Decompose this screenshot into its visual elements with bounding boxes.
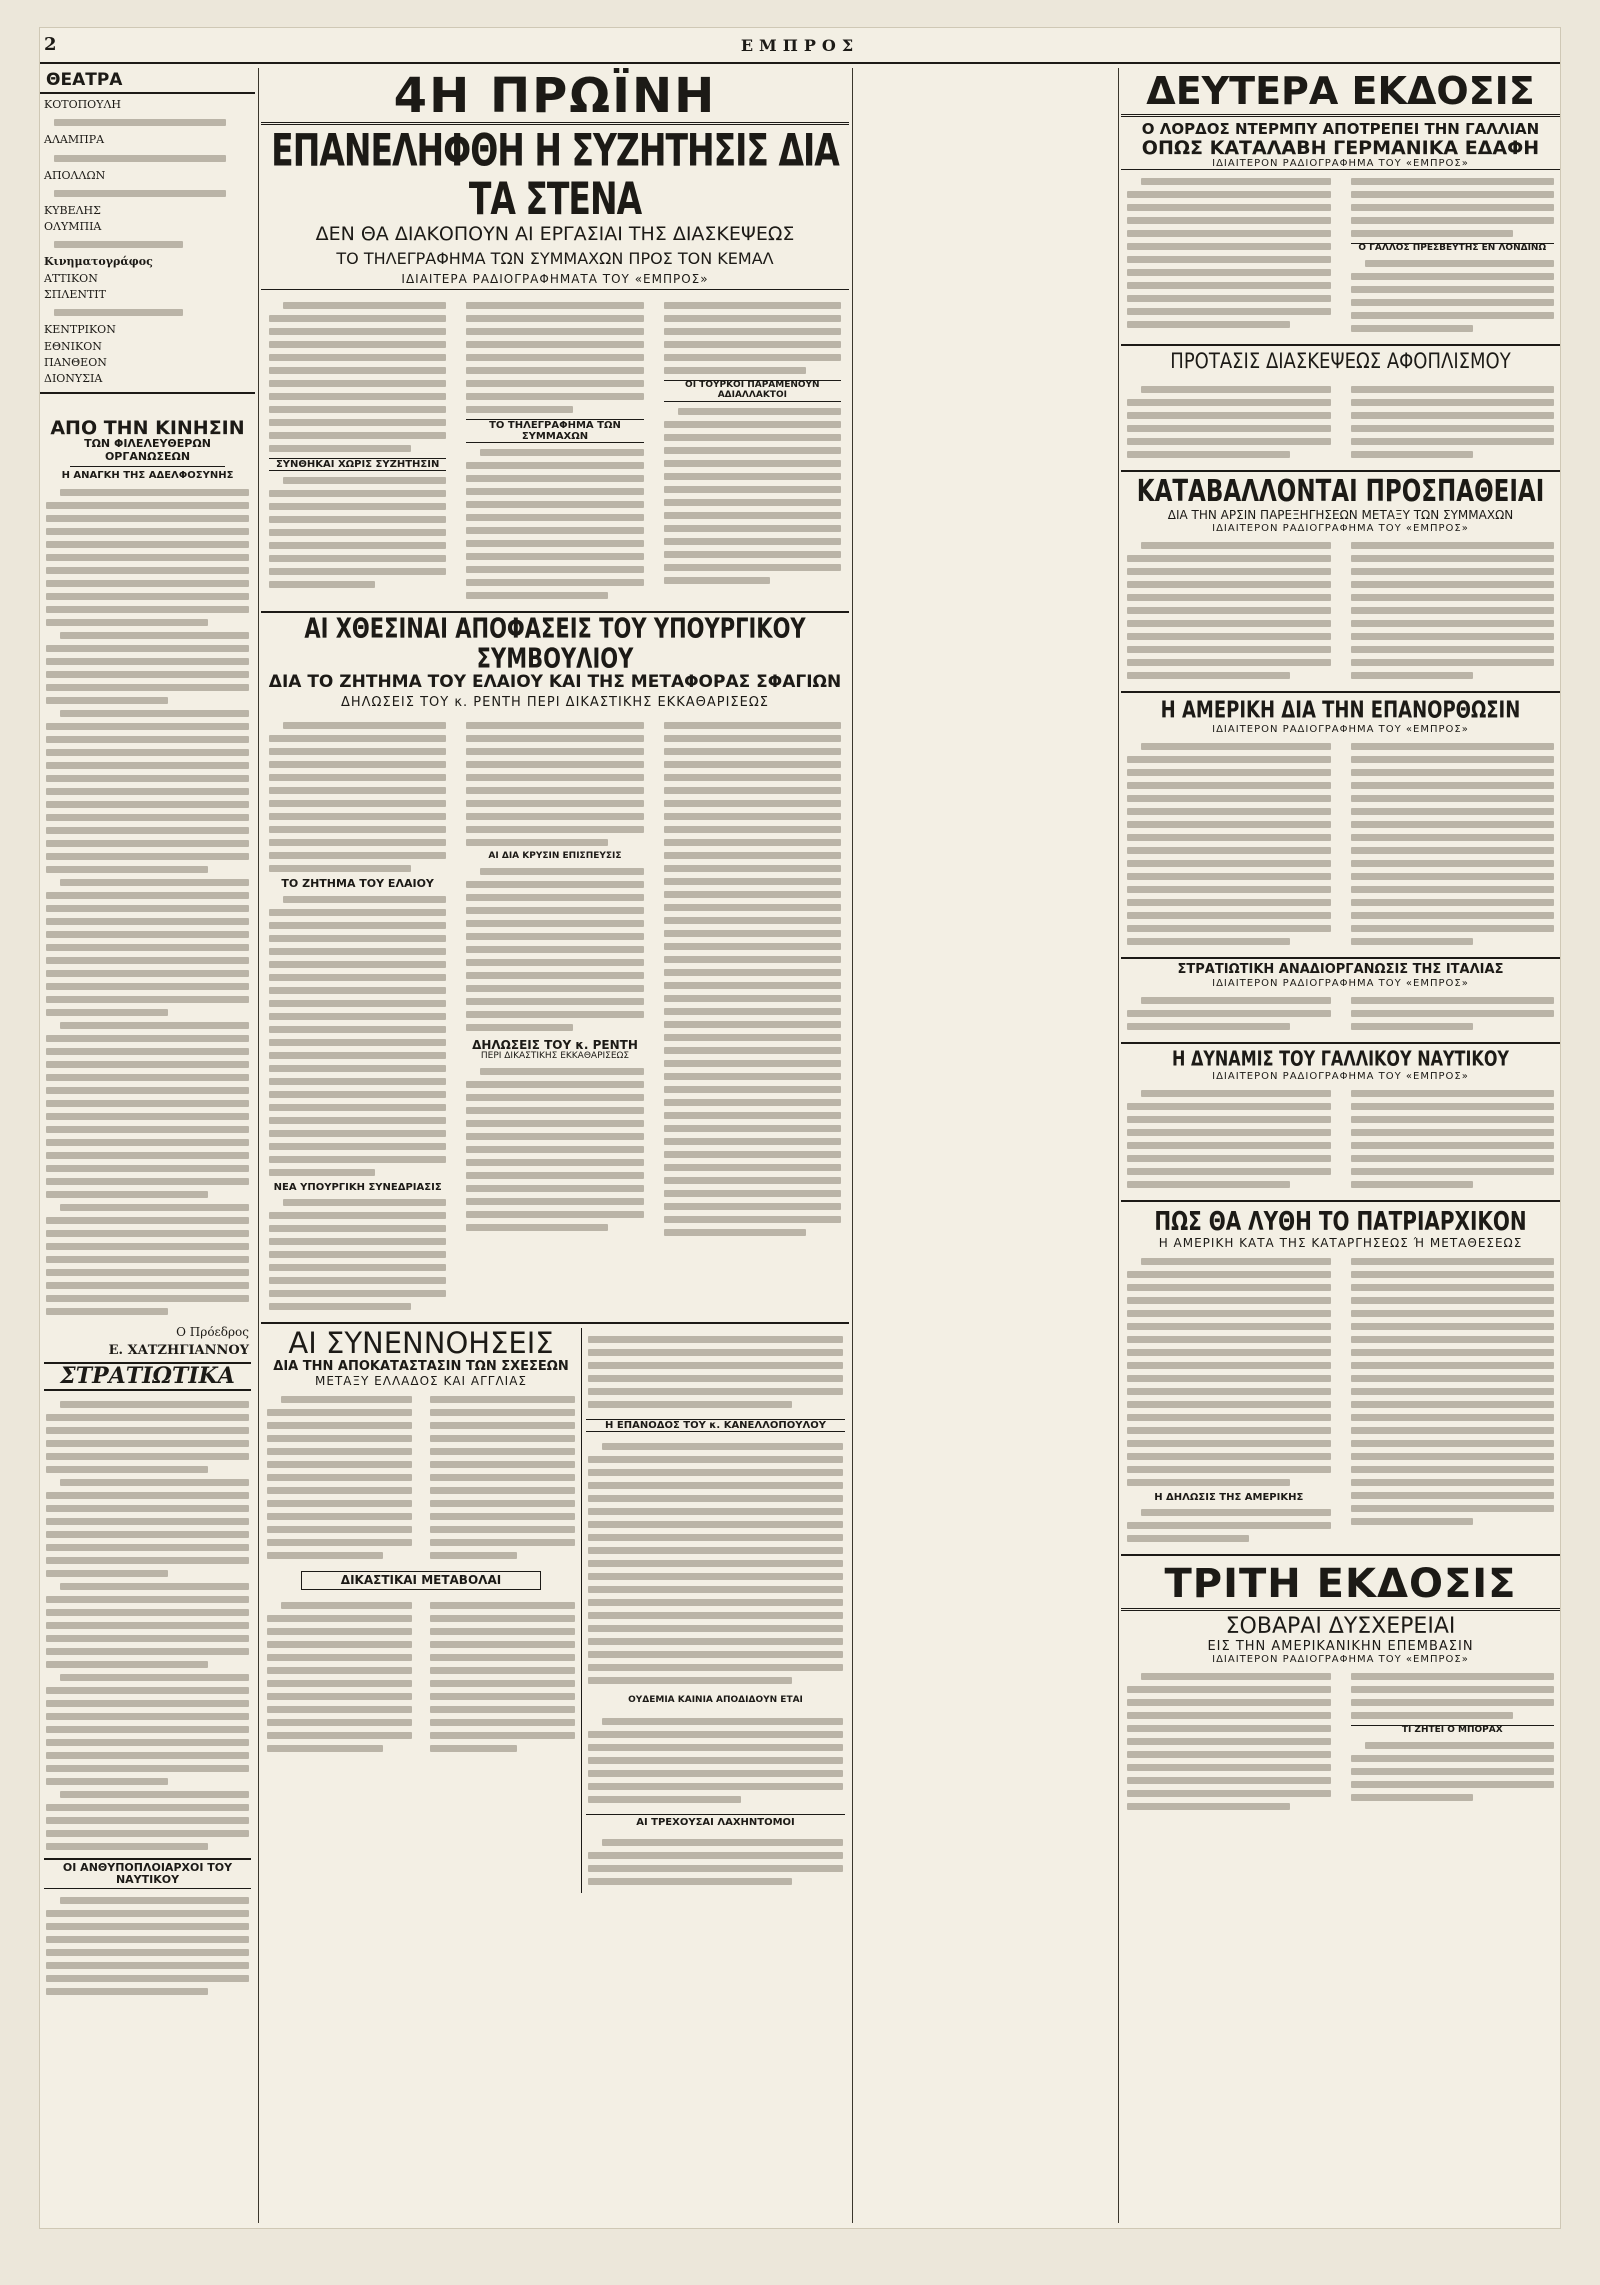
wire-credit: ΙΔΙΑΙΤΕΡΟΝ ΡΑΔΙΟΓΡΑΦΗΜΑ ΤΟΥ «ΕΜΠΡΟΣ» <box>1212 1071 1469 1083</box>
agreements-subdeck: ΜΕΤΑΞΥ ΕΛΛΑΔΟΣ ΚΑΙ ΑΓΓΛΙΑΣ <box>314 1374 527 1389</box>
french-navy-headline: Η ΔΥΝΑΜΙΣ ΤΟΥ ΓΑΛΛΙΚΟΥ ΝΑΥΤΙΚΟΥ <box>1171 1045 1509 1071</box>
wire-credit: ΙΔΙΑΙΤΕΡΟΝ ΡΑΔΙΟΓΡΑΦΗΜΑ ΤΟΥ «ΕΜΠΡΟΣ» <box>1121 158 1560 170</box>
movement-subheading: ΤΩΝ ΦΙΛΕΛΕΥΘΕΡΩΝ ΟΡΓΑΝΩΣΕΩΝ <box>84 437 211 463</box>
subhead-oil: ΤΟ ΖΗΤΗΜΑ ΤΟΥ ΕΛΑΙΟΥ <box>281 876 434 890</box>
return-heading: Η ΕΠΑΝΟΔΟΣ ΤΟΥ κ. ΚΑΝΕΛΛΟΠΟΥΛΟΥ <box>586 1419 845 1432</box>
wire-credit: ΙΔΙΑΙΤΕΡΟΝ ΡΑΔΙΟΓΡΑΦΗΜΑ ΤΟΥ «ΕΜΠΡΟΣ» <box>1212 1654 1469 1666</box>
cinema-label: Κινηματογράφος <box>44 255 153 269</box>
theatres-list <box>40 94 255 388</box>
newspaper-title: ΕΜΠΡΟΣ <box>740 35 860 55</box>
wire-credit: ΙΔΙΑΙΤΕΡΑ ΡΑΔΙΟΓΡΑΦΗΜΑΤΑ ΤΟΥ «ΕΜΠΡΟΣ» <box>261 272 849 290</box>
theatre-item: ΑΤΤΙΚΟΝ <box>44 271 98 285</box>
agreements-headline: ΑΙ ΣΥΝΕΝΝΟΗΣΕΙΣ <box>288 1326 554 1361</box>
subhead-telegram: ΤΟ ΤΗΛΕΓΡΑΦΗΜΑ ΤΩΝ ΣΥΜΜΑΧΩΝ <box>466 419 643 443</box>
patriarchate-deck: Η ΑΜΕΡΙΚΗ ΚΑΤΑ ΤΗΣ ΚΑΤΑΡΓΗΣΕΩΣ Ή ΜΕΤΑΘΕΣΕΩΣ <box>1158 1236 1523 1251</box>
edition-heading: 4Η ΠΡΩΪΝΗ <box>261 68 849 125</box>
subhead-treaties: ΣΥΝΘΗΚΑΙ ΧΩΡΙΣ ΣΥΖΗΤΗΣΙΝ <box>269 458 446 471</box>
theatre-item: ΔΙΟΝΥΣΙΑ <box>44 372 103 386</box>
headline-deck-1: ΔΕΝ ΘΑ ΔΙΑΚΟΠΟΥΝ ΑΙ ΕΡΓΑΣΙΑΙ ΤΗΣ ΔΙΑΣΚΕΨΕΩΣ <box>315 222 795 245</box>
column-right <box>1121 68 1560 2223</box>
subhead-new-meeting: ΝΕΑ ΥΠΟΥΡΓΙΚΗ ΣΥΝΕΔΡΙΑΣΙΣ <box>273 1182 442 1194</box>
theatre-item: ΚΕΝΤΡΙΚΟΝ <box>44 323 116 337</box>
london-ambassador-heading: Ο ΓΑΛΛΟΣ ΠΡΕΣΒΕΥΤΗΣ ΕΝ ΛΟΝΔΙΝΩ <box>1351 243 1555 254</box>
theatre-item: ΣΠΛΕΝΤΙΤ <box>44 288 106 302</box>
decisions-deck: ΔΙΑ ΤΟ ΖΗΤΗΜΑ ΤΟΥ ΕΛΑΙΟΥ ΚΑΙ ΤΗΣ ΜΕΤΑΦΟΡΑΣ ΣΦΑΓΙΩΝ <box>268 672 842 693</box>
lower-center <box>261 1328 849 1893</box>
story-columns-mid <box>261 714 849 1318</box>
movement-heading: ΑΠΟ ΤΗΝ ΚΙΝΗΣΙΝ <box>50 416 245 439</box>
difficulties-headline: ΣΟΒΑΡΑΙ ΔΥΣΧΕΡΕΙΑΙ <box>1225 1614 1456 1640</box>
subhead-turks: ΟΙ ΤΟΥΡΚΟΙ ΠΑΡΑΜΕΝΟΥΝ ΑΔΙΑΛΛΑΚΤΟΙ <box>664 380 841 402</box>
theatre-item: ΠΑΝΘΕΟΝ <box>44 355 107 369</box>
column-rule <box>258 68 259 2223</box>
america-declaration-heading: Η ΔΗΛΩΣΙΣ ΤΗΣ ΑΜΕΡΙΚΗΣ <box>1154 1492 1304 1504</box>
disarmament-headline: ΠΡΟΤΑΣΙΣ ΔΙΑΣΚΕΨΕΩΣ ΑΦΟΠΛΙΣΜΟΥ <box>1170 349 1511 375</box>
italy-headline: ΣΤΡΑΤΙΩΤΙΚΗ ΑΝΑΔΙΟΡΓΑΝΩΣΙΣ ΤΗΣ ΙΤΑΛΙΑΣ <box>1177 962 1504 978</box>
theatre-item: ΚΥΒΕΛΗΣ <box>44 203 101 217</box>
theatre-item: ΚΟΤΟΠΟΥΛΗ <box>44 98 121 111</box>
patriarchate-headline: ΠΩΣ ΘΑ ΛΥΘΗ ΤΟ ΠΑΤΡΙΑΡΧΙΚΟΝ <box>1154 1205 1527 1237</box>
second-edition-heading: ΔΕΥΤΕΡΑ ΕΚΔΟΣΙΣ <box>1121 68 1560 117</box>
difficulties-deck: ΕΙΣ ΤΗΝ ΑΜΕΡΙΚΑΝΙΚΗΝ ΕΠΕΜΒΑΣΙΝ <box>1207 1639 1474 1655</box>
theatre-item: ΑΛΑΜΠΡΑ <box>44 133 105 147</box>
derby-headline-2: ΟΠΩΣ ΚΑΤΑΛΑΒΗ ΓΕΡΜΑΝΙΚΑ ΕΔΑΦΗ <box>1141 136 1540 159</box>
subhead-rentis-deck: ΠΕΡΙ ΔΙΚΑΣΤΙΚΗΣ ΕΚΚΑΘΑΡΙΣΕΩΣ <box>480 1051 630 1062</box>
theatre-item: ΑΠΟΛΛΩΝ <box>44 168 106 182</box>
efforts-headline: ΚΑΤΑΒΑΛΛΟΝΤΑΙ ΠΡΟΣΠΑΘΕΙΑΙ <box>1136 474 1545 509</box>
judicial-heading: ΔΙΚΑΣΤΙΚΑΙ ΜΕΤΑΒΟΛΑΙ <box>301 1571 541 1590</box>
column-center <box>261 68 849 2223</box>
column-left <box>40 68 255 2223</box>
column-rule <box>1118 68 1119 2223</box>
newspaper-page <box>40 28 1560 2228</box>
military-heading: ΣΤΡΑΤΙΩΤΙΚΑ <box>44 1362 251 1391</box>
decisions-subdeck: ΔΗΛΩΣΕΙΣ ΤΟΥ κ. ΡΕΝΤΗ ΠΕΡΙ ΔΙΚΑΣΤΙΚΗΣ ΕΚΚΑΘΑΡΙΣΕΩΣ <box>340 694 769 710</box>
movement-subheading-2: Η ΑΝΑΓΚΗ ΤΗΣ ΑΔΕΛΦΟΣΥΝΗΣ <box>61 469 234 481</box>
efforts-deck: ΔΙΑ ΤΗΝ ΑΡΣΙΝ ΠΑΡΕΞΗΓΗΣΕΩΝ ΜΕΤΑΞΥ ΤΩΝ ΣΥΜΜΑΧΩΝ <box>1167 508 1514 523</box>
wire-credit: ΙΔΙΑΙΤΕΡΟΝ ΡΑΔΙΟΓΡΑΦΗΜΑ ΤΟΥ «ΕΜΠΡΟΣ» <box>1212 977 1469 989</box>
column-rule <box>852 68 853 2223</box>
wire-credit: ΙΔΙΑΙΤΕΡΟΝ ΡΑΔΙΟΓΡΑΦΗΜΑ ΤΟΥ «ΕΜΠΡΟΣ» <box>1212 522 1469 534</box>
third-edition-heading: ΤΡΙΤΗ ΕΚΔΟΣΙΣ <box>1121 1560 1560 1611</box>
story-columns-top <box>261 294 849 607</box>
naval-body <box>40 1889 255 2003</box>
masthead <box>40 28 1560 64</box>
movement-body <box>40 481 255 1323</box>
signature-name: Ε. ΧΑΤΖΗΓΙΑΝΝΟΥ <box>108 1342 249 1358</box>
decisions-headline: ΑΙ ΧΘΕΣΙΝΑΙ ΑΠΟΦΑΣΕΙΣ ΤΟΥ ΥΠΟΥΡΓΙΚΟΥ ΣΥΜΒΟΥΛΙΟΥ <box>304 612 806 675</box>
page-number: 2 <box>44 34 57 55</box>
borah-heading: ΤΙ ΖΗΤΕΙ Ο ΜΠΟΡΑΧ <box>1351 1725 1555 1736</box>
ships-heading: ΟΥΔΕΜΙΑ ΚΑΙΝΙΑ ΑΠΟΔΙΔΟΥΝ ΕΤΑΙ <box>628 1695 803 1706</box>
naval-heading: ΟΙ ΑΝΘΥΠΟΠΛΟΙΑΡΧΟΙ ΤΟΥ ΝΑΥΤΙΚΟΥ <box>44 1858 251 1889</box>
derby-headline-1: Ο ΛΟΡΔΟΣ ΝΤΕΡΜΠΥ ΑΠΟΤΡΕΠΕΙ ΤΗΝ ΓΑΛΛΙΑΝ <box>1141 120 1540 138</box>
headline-deck-2: ΤΟ ΤΗΛΕΓΡΑΦΗΜΑ ΤΩΝ ΣΥΜΜΑΧΩΝ ΠΡΟΣ ΤΟΝ ΚΕΜΑΛ <box>336 249 774 269</box>
agreements-deck: ΔΙΑ ΤΗΝ ΑΠΟΚΑΤΑΣΤΑΣΙΝ ΤΩΝ ΣΧΕΣΕΩΝ <box>273 1358 569 1374</box>
subhead-trials: ΑΙ ΔΙΑ ΚΡΥΣΙΝ ΕΠΙΣΠΕΥΣΙΣ <box>488 850 622 861</box>
theatre-item: ΟΛΥΜΠΙΑ <box>44 220 102 234</box>
signature-label: Ο Πρόεδρος <box>176 1324 249 1339</box>
america-reparations-headline: Η ΑΜΕΡΙΚΗ ΔΙΑ ΤΗΝ ΕΠΑΝΟΡΘΩΣΙΝ <box>1160 696 1521 724</box>
main-headline: ΕΠΑΝΕΛΗΦΘΗ Η ΣΥΖΗΤΗΣΙΣ ΔΙΑ ΤΑ ΣΤΕΝΑ <box>271 123 839 226</box>
military-body <box>40 1393 255 1858</box>
theatre-item: ΕΘΝΙΚΟΝ <box>44 339 102 353</box>
wire-credit: ΙΔΙΑΙΤΕΡΟΝ ΡΑΔΙΟΓΡΑΦΗΜΑ ΤΟΥ «ΕΜΠΡΟΣ» <box>1212 724 1469 736</box>
lottery-heading: ΑΙ ΤΡΕΧΟΥΣΑΙ ΛΑΧΗΝΤΟΜΟΙ <box>586 1814 845 1828</box>
subhead-rentis: ΔΗΛΩΣΕΙΣ ΤΟΥ κ. ΡΕΝΤΗ <box>472 1037 638 1052</box>
theatres-heading: ΘΕΑΤΡΑ <box>40 68 255 94</box>
